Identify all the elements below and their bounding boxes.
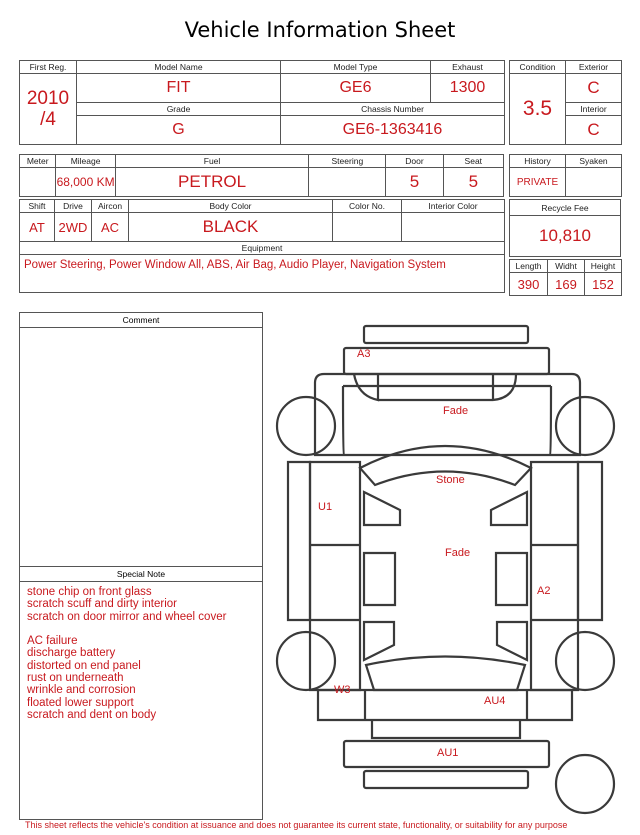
exterior-label: Exterior (566, 61, 622, 74)
interior-color-value (402, 213, 505, 242)
special-note-line: stone chip on front glass (27, 586, 152, 598)
model-type-value: GE6 (281, 74, 431, 103)
condition-label: Condition (510, 61, 566, 74)
comment-box (19, 312, 263, 567)
fuel-label: Fuel (115, 155, 309, 168)
car-outline (277, 326, 614, 813)
damage-mark-fade-hood: Fade (443, 405, 469, 417)
comment-text (20, 328, 262, 332)
condition-table (509, 60, 622, 145)
special-note-line: discharge battery (27, 647, 116, 660)
special-note-line: scratch scuff and dirty interior (27, 598, 177, 611)
special-note-line (27, 623, 262, 635)
chassis-number-value: GE6-1363416 (281, 116, 505, 145)
syaken-label: Syaken (566, 155, 622, 168)
damage-mark-u1: U1 (318, 501, 333, 513)
special-note-box (19, 566, 263, 820)
width-value: 169 (548, 273, 585, 296)
first-reg-year: 2010 (26, 88, 70, 109)
special-note-line: AC failure (27, 635, 78, 648)
fuel-value: PETROL (115, 168, 309, 197)
special-note-line: scratch on door mirror and wheel cover (27, 610, 227, 623)
special-note-line: scratch and dent on body (27, 708, 157, 721)
interior-value: C (566, 116, 622, 145)
car-damage-diagram (270, 318, 635, 818)
chassis-number-label: Chassis Number (281, 103, 505, 116)
history-value: PRIVATE (510, 168, 566, 197)
equipment-label: Equipment (20, 242, 505, 255)
damage-mark-a2: A2 (537, 585, 551, 597)
recycle-fee-label: Recycle Fee (510, 200, 621, 216)
first-reg-month: /4 (40, 109, 56, 130)
history-label: History (510, 155, 566, 168)
syaken-value (566, 168, 622, 197)
damage-mark-stone: Stone (436, 474, 465, 486)
seat-value: 5 (443, 168, 503, 197)
condition-value: 3.5 (510, 74, 566, 145)
door-label: Door (386, 155, 443, 168)
grade-label: Grade (77, 103, 281, 116)
width-label: Widht (548, 260, 585, 273)
length-label: Length (510, 260, 548, 273)
special-note-line: rust on underneath (27, 672, 124, 685)
recycle-fee-value: 10,810 (510, 216, 621, 257)
model-type-label: Model Type (281, 61, 431, 74)
special-note-line: distorted on end panel (27, 659, 141, 672)
exhaust-value: 1300 (431, 74, 505, 103)
interior-color-label: Interior Color (402, 200, 505, 213)
damage-mark-a3: A3 (357, 348, 371, 360)
grade-value: G (77, 116, 281, 145)
dimensions-table (509, 259, 622, 296)
special-note-list (20, 582, 262, 721)
body-color-label: Body Color (129, 200, 333, 213)
body-color-value: BLACK (129, 213, 333, 242)
length-value: 390 (510, 273, 548, 296)
footer-disclaimer: This sheet reflects the vehicle's condition at issuance and does not guarantee its current state, functionality, or suitability for any purpose (25, 820, 568, 830)
damage-mark-au1: AU1 (437, 747, 459, 759)
damage-mark-fade-roof: Fade (445, 547, 471, 559)
meter-value (20, 168, 56, 197)
first-reg-value (20, 74, 77, 145)
damage-mark-au4: AU4 (484, 695, 506, 707)
door-value: 5 (386, 168, 443, 197)
recycle-table (509, 199, 621, 257)
vehicle-basic-table (19, 60, 505, 145)
history-table (509, 154, 622, 197)
drive-value: 2WD (55, 213, 92, 242)
comment-label: Comment (20, 313, 262, 328)
seat-label: Seat (443, 155, 503, 168)
shift-value: AT (20, 213, 55, 242)
page-title: Vehicle Information Sheet (184, 18, 456, 42)
special-note-line: floated lower support (27, 696, 134, 709)
special-note-line: wrinkle and corrosion (27, 684, 136, 697)
steering-value (309, 168, 386, 197)
drivetrain-table (19, 199, 505, 293)
exhaust-label: Exhaust (431, 61, 505, 74)
height-value: 152 (585, 273, 622, 296)
drive-label: Drive (55, 200, 92, 213)
model-name-label: Model Name (77, 61, 281, 74)
aircon-value: AC (92, 213, 129, 242)
color-no-value (333, 213, 402, 242)
mileage-label: Mileage (56, 155, 115, 168)
exterior-value: C (566, 74, 622, 103)
specs-table (19, 154, 504, 197)
equipment-value: Power Steering, Power Window All, ABS, Air Bag, Audio Player, Navigation System (20, 255, 505, 293)
damage-mark-w3: W3 (334, 684, 351, 696)
shift-label: Shift (20, 200, 55, 213)
meter-label: Meter (20, 155, 56, 168)
height-label: Height (585, 260, 622, 273)
color-no-label: Color No. (333, 200, 402, 213)
interior-label: Interior (566, 103, 622, 116)
mileage-value: 68,000 KM (56, 168, 115, 197)
aircon-label: Aircon (92, 200, 129, 213)
model-name-value: FIT (77, 74, 281, 103)
steering-label: Steering (309, 155, 386, 168)
first-reg-label: First Reg. (20, 61, 77, 74)
special-note-label: Special Note (20, 567, 262, 582)
